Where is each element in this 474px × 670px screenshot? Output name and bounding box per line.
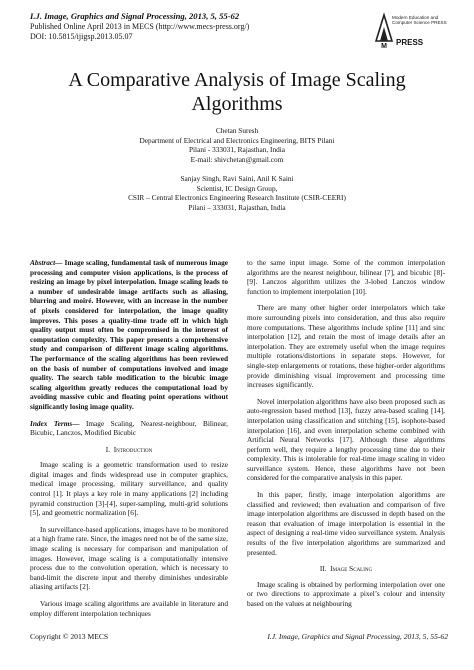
- author-block-1: [20, 126, 454, 164]
- affiliation-line: Pilani – 333031, Rajasthan, India: [188, 202, 286, 212]
- index-terms-label: Index Terms—: [30, 418, 80, 428]
- author-name: Chetan Suresh: [215, 126, 259, 135]
- mecs-logo-icon: [374, 11, 394, 49]
- title-line-1: A Comparative Analysis of Image Scaling: [68, 69, 406, 91]
- author-name: Sanjay Singh, Ravi Saini, Anil K Saini: [180, 174, 294, 183]
- footer-journal: I.J. Image, Graphics and Signal Processing, 2013, 5, 55-62: [267, 632, 448, 641]
- section-number: I.: [105, 444, 111, 454]
- paragraph: In surveillance-based applications, images have to be monitored at a high frame rate. Since, the images need not be of the same size, image scaling is necessary for comparison and manipulation of images. However, image scaling is a computationally intensive process due to the convolution operation, which is necessary to band-limit the discrete input and thereby diminishes undesirable aliasing artifacts [2].: [30, 524, 228, 592]
- doi-line: DOI: 10.5815/ijigsp.2013.05.07: [30, 32, 133, 41]
- paragraph: Image scaling is a geometric transformation used to resize digital images and finds widespread use in computer graphics, medical image processing, military surveillance, and quality control [1]. It plays a key role in many applications [2] including pyramid construction [3]-[4], super-sampling, multi-grid solutions [5], and geometric normalization [6].: [30, 460, 228, 518]
- abstract: [30, 258, 228, 412]
- journal-header: I.J. Image, Graphics and Signal Processing, 2013, 5, 55-62: [30, 11, 240, 21]
- section-title: Introduction: [113, 444, 153, 454]
- logo-brand: PRESS: [396, 38, 424, 47]
- right-column: [247, 258, 445, 616]
- paragraph: There are many other higher order interpolators which take more surrounding pixels into consideration, and thus also require more computations. These algorithms include spline [11] and sinc interpolation [12], and retain the most of image details after an interpolation. They are extremely useful when the image requires multiple rotations/distortions in separate steps. However, for single-step enlargements or rotations, these higher-order algorithms provide diminishing visual improvement and processing time increases significantly.: [247, 303, 445, 390]
- published-online-line: Published Online April 2013 in MECS (http://www.mecs-press.org/): [30, 22, 250, 31]
- paragraph: Image scaling is obtained by performing interpolation over one or two directions to approximate a pixel’s colour and intensity based on the values at neighbouring: [247, 579, 445, 608]
- index-terms-text: Image Scaling, Nearest-neighbour, Bilinear, Bicubic, Lanczos, Modified Bicubic: [30, 418, 229, 438]
- section-title: Image Scaling: [330, 564, 373, 574]
- footer-copyright: Copyright © 2013 MECS: [30, 632, 109, 641]
- affiliation-line: Scientist, IC Design Group,: [196, 183, 278, 193]
- section-heading-1: [30, 445, 228, 455]
- email-line: E-mail: shivchetan@gmail.com: [190, 154, 284, 164]
- paragraph: Novel interpolation algorithms have also been proposed such as auto-regression based method [13], fuzzy area-based scaling [14], interpolation using classification and stitching [15], isophote-based interpolation [16], and even interpolation scheme combined with Artificial Neural Networks [17]. Although these algorithms perform well, they require a lengthy processing time due to their complexity. This is intolerable for real-time image scaling in video surveillance system. Hence, these algorithms have not been considered for the comparative analysis in this paper.: [247, 396, 445, 483]
- paper-title: [20, 68, 454, 116]
- paragraph: to the same input image. Some of the common interpolation algorithms are the nearest neighbour, bilinear [7], and bicubic [8]-[9]. Lanczos algorithm utilizes the 3-lobed Lanczos window function to implement interpolation [10].: [247, 258, 445, 296]
- title-line-2: Algorithms: [191, 93, 283, 115]
- affiliation-line: CSIR – Central Electronics Engineering Research Institute (CSIR-CEERI): [128, 193, 346, 203]
- affiliation-line: Department of Electrical and Electronics Engineering, BITS Pilani: [139, 135, 335, 145]
- abstract-text: Image scaling, fundamental task of numerous image processing and computer vision applications, is the process of resizing an image by pixel interpolation. Image scaling leads to a number of undesirable image artifacts such as aliasing, blurring and moiré. However, with an increase in the number of pixels considered for interpolation, the image quality improves. This poses a quality-time trade off in which high quality output must often be compromised in the interest of computation complexity. This paper presents a comprehensive study and comparison of different image scaling algorithms. The performance of the scaling algorithms has been reviewed on the basis of number of computations involved and image quality. The search table modification to the bicubic image scaling algorithm greatly reduces the computational load by avoiding massive cubic and floating point operations without significantly losing image quality.: [30, 258, 228, 411]
- author-block-2: [20, 174, 454, 212]
- affiliation-line: Pilani - 333031, Rajasthan, India: [188, 145, 286, 155]
- paragraph: In this paper, firstly, image interpolation algorithms are classified and reviewed; then evaluation and comparison of five image interpolation algorithms are discussed in depth based on the reason that evaluation of image interpolation is essential in the aspect of designing a real-time video surveillance system. Analysis results of the five interpolation algorithms are summarized and presented.: [247, 490, 445, 557]
- logo-letter: M: [381, 43, 387, 49]
- logo-caption: Modern Education and Computer Science PRESS: [392, 15, 447, 26]
- abstract-label: Abstract—: [30, 258, 63, 267]
- index-terms: [30, 419, 228, 438]
- section-heading-2: [247, 564, 445, 574]
- left-column: [30, 258, 228, 625]
- section-number: II.: [319, 564, 327, 574]
- publisher-logo: [374, 11, 450, 51]
- paragraph: Various image scaling algorithms are available in literature and employ different interpolation techniques: [30, 599, 228, 618]
